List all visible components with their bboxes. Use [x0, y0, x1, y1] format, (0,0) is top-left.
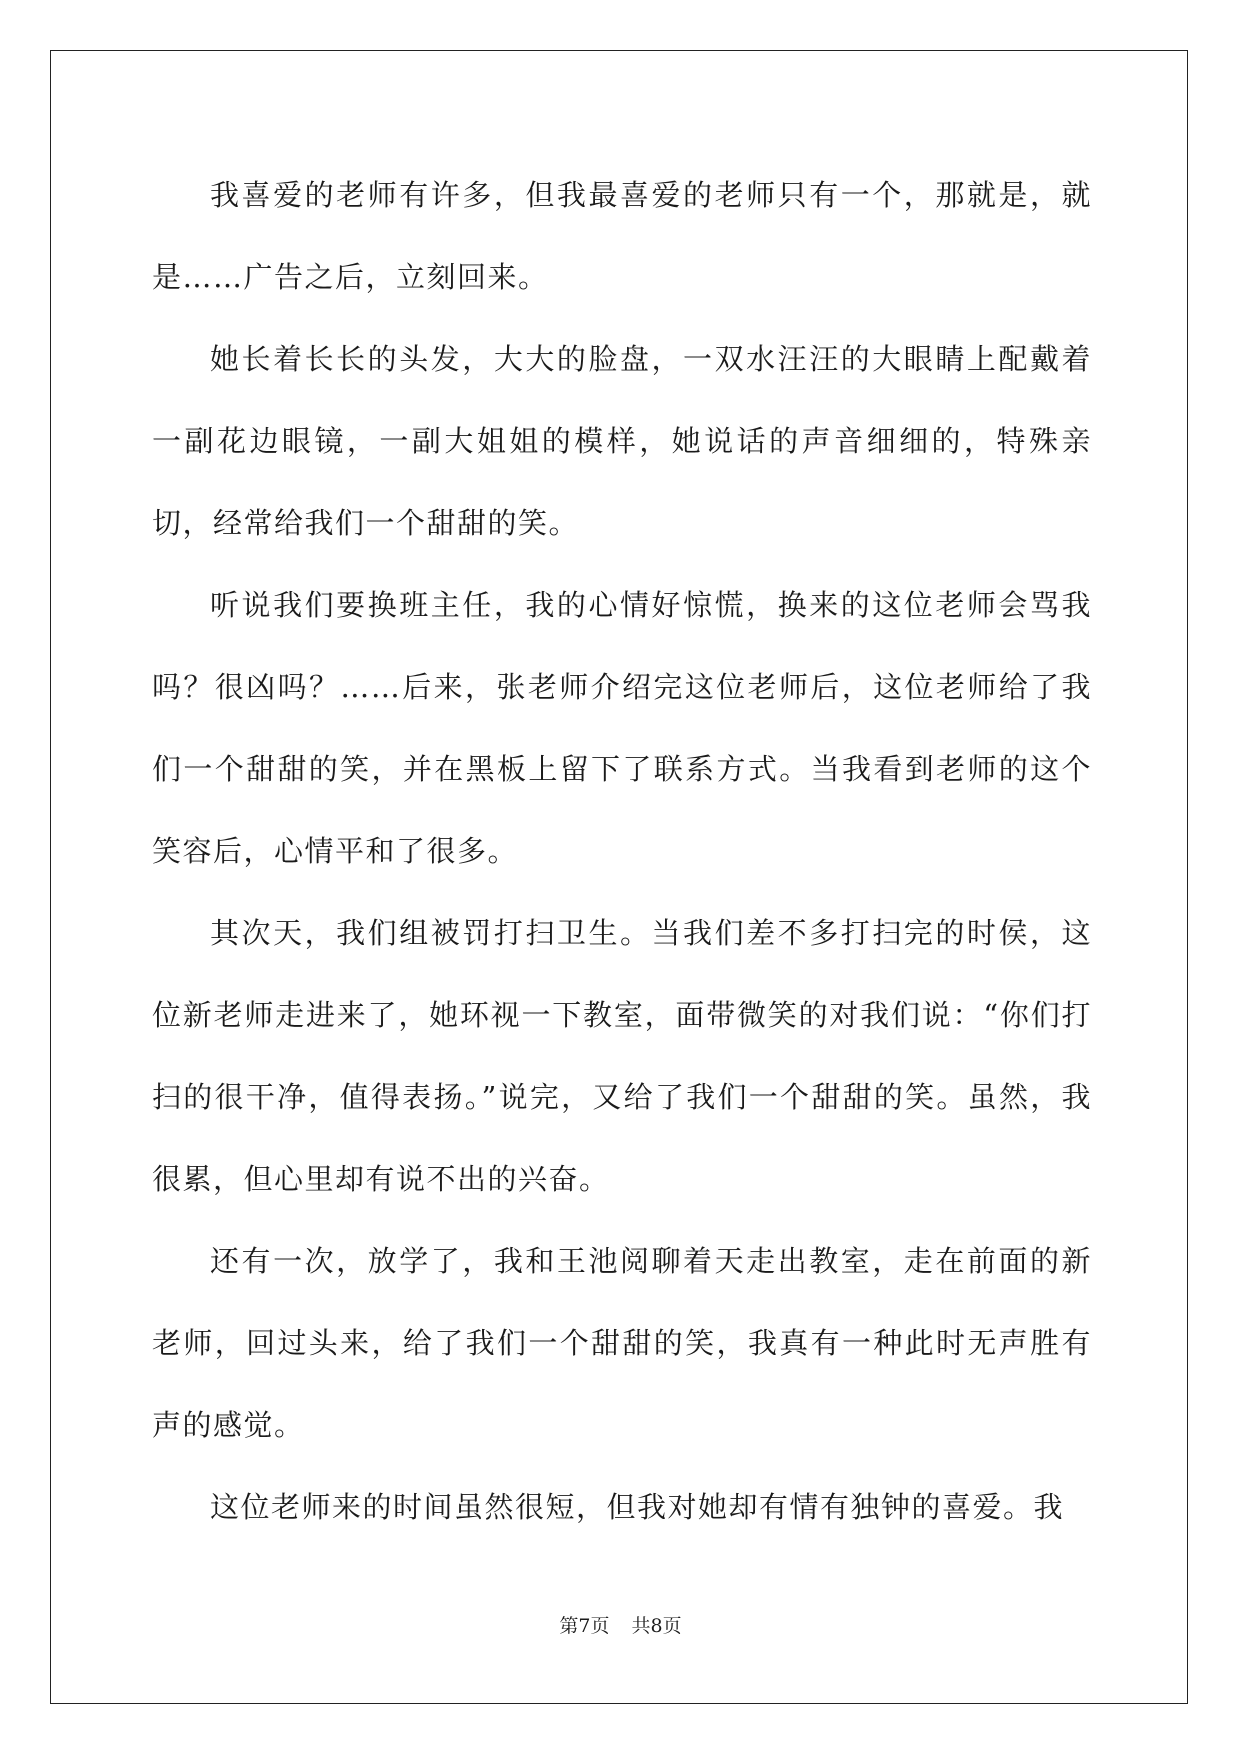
document-body: [152, 154, 1092, 1548]
paragraph: 其次天，我们组被罚打扫卫生。当我们差不多打扫完的时侯，这位新老师走进来了，她环视一下教室，面带微笑的对我们说：“你们打扫的很干净，值得表扬。”说完，又给了我们一个甜甜的笑。虽然，我很累，但心里却有说不出的兴奋。: [152, 916, 1092, 1196]
paragraph: 这位老师来的时间虽然很短，但我对她却有情有独钟的喜爱。我: [210, 1490, 1065, 1524]
paragraph: 她长着长长的头发，大大的脸盘，一双水汪汪的大眼睛上配戴着一副花边眼镜，一副大姐姐的模样，她说话的声音细细的，特殊亲切，经常给我们一个甜甜的笑。: [152, 342, 1092, 540]
current-page-number: 第7页: [559, 1615, 610, 1637]
page-footer: [0, 1614, 1241, 1638]
total-page-count: 共8页: [631, 1615, 682, 1637]
paragraph: 我喜爱的老师有许多，但我最喜爱的老师只有一个，那就是，就是……广告之后，立刻回来。: [152, 178, 1092, 294]
paragraph: 听说我们要换班主任，我的心情好惊慌，换来的这位老师会骂我吗？很凶吗？……后来，张老师介绍完这位老师后，这位老师给了我们一个甜甜的笑，并在黑板上留下了联系方式。当我看到老师的这个笑容后，心情平和了很多。: [152, 588, 1092, 868]
paragraph: 还有一次，放学了，我和王池阅聊着天走出教室，走在前面的新老师，回过头来，给了我们一个甜甜的笑，我真有一种此时无声胜有声的感觉。: [152, 1244, 1092, 1442]
